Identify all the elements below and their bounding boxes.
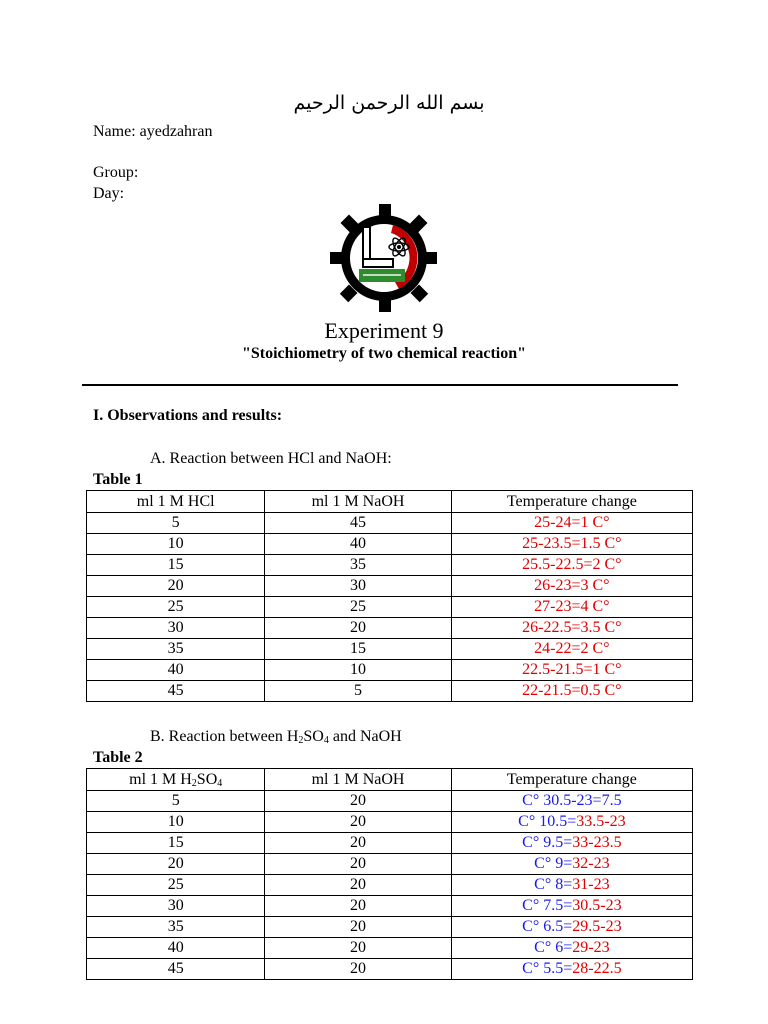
table-cell: 40 <box>87 938 265 959</box>
part-a-heading: A. Reaction between HCl and NaOH: <box>150 450 392 467</box>
table-cell: 5 <box>265 681 451 702</box>
table-row <box>87 660 693 681</box>
table-1-label: Table 1 <box>93 471 143 488</box>
table-cell: 25-24=1 C° <box>451 513 692 534</box>
table-row <box>87 959 693 980</box>
table-2-header-naoh: ml 1 M NaOH <box>265 769 451 791</box>
table-cell: 20 <box>265 791 451 812</box>
table-cell: 10 <box>87 534 265 555</box>
table-cell: 27-23=4 C° <box>451 597 692 618</box>
table-cell: 45 <box>265 513 451 534</box>
table-cell: C° 30.5-23=7.5 <box>451 791 692 812</box>
table-cell: 20 <box>265 896 451 917</box>
table-cell: 22-21.5=0.5 C° <box>451 681 692 702</box>
table-cell: 5 <box>87 513 265 534</box>
table-cell: 20 <box>265 618 451 639</box>
table-row <box>87 555 693 576</box>
table-row <box>87 917 693 938</box>
table-cell: C° 6.5=29.5-23 <box>451 917 692 938</box>
table-cell: 10 <box>87 812 265 833</box>
table-row <box>87 513 693 534</box>
table-cell: 15 <box>87 833 265 854</box>
table-2-header-h2so4: ml 1 M $H_2SO_4$ <box>87 769 265 791</box>
table-cell: C° 7.5=30.5-23 <box>451 896 692 917</box>
table-cell: 35 <box>87 917 265 938</box>
table-row <box>87 938 693 959</box>
table-2-header-row <box>87 769 693 791</box>
table-cell: 25 <box>265 597 451 618</box>
divider-line <box>82 384 678 386</box>
table-cell: 20 <box>265 959 451 980</box>
table-2 <box>86 768 693 980</box>
table-cell: 26-23=3 C° <box>451 576 692 597</box>
table-row <box>87 597 693 618</box>
table-cell: 24-22=2 C° <box>451 639 692 660</box>
experiment-subtitle: "Stoichiometry of two chemical reaction" <box>241 345 527 362</box>
table-row <box>87 618 693 639</box>
table-row <box>87 681 693 702</box>
table-cell: 35 <box>87 639 265 660</box>
table-row <box>87 812 693 833</box>
table-row <box>87 896 693 917</box>
table-row <box>87 875 693 896</box>
table-cell: 22.5-21.5=1 C° <box>451 660 692 681</box>
table-cell: 5 <box>87 791 265 812</box>
experiment-title: Experiment 9 <box>324 318 444 343</box>
table-row <box>87 534 693 555</box>
table-cell: 15 <box>265 639 451 660</box>
table-cell: 20 <box>265 917 451 938</box>
table-cell: 25-23.5=1.5 C° <box>451 534 692 555</box>
table-cell: 25 <box>87 597 265 618</box>
university-logo-icon <box>329 203 439 313</box>
name-line: Name: ayedzahran <box>93 123 213 140</box>
table-cell: C° 9.5=33-23.5 <box>451 833 692 854</box>
part-b-heading: B. Reaction between $H_2SO_4$ and NaOH <box>150 728 402 746</box>
table-row <box>87 576 693 597</box>
table-cell: 20 <box>265 854 451 875</box>
table-cell: 25.5-22.5=2 C° <box>451 555 692 576</box>
table-cell: C° 10.5=33.5-23 <box>451 812 692 833</box>
table-cell: 40 <box>87 660 265 681</box>
table-2-header-temp: Temperature change <box>451 769 692 791</box>
table-cell: C° 6=29-23 <box>451 938 692 959</box>
day-line: Day: <box>93 185 125 202</box>
table-cell: C° 5.5=28-22.5 <box>451 959 692 980</box>
table-cell: 40 <box>265 534 451 555</box>
table-1-header-row <box>87 491 693 513</box>
table-cell: 15 <box>87 555 265 576</box>
table-cell: 26-22.5=3.5 C° <box>451 618 692 639</box>
table-1-header-temp: Temperature change <box>451 491 692 513</box>
basmala-heading: بسم الله الرحمن الرحيم <box>293 92 485 114</box>
table-1-header-hcl: ml 1 M HCl <box>87 491 265 513</box>
table-cell: 20 <box>265 812 451 833</box>
table-cell: 45 <box>87 681 265 702</box>
table-cell: 20 <box>265 833 451 854</box>
table-cell: 20 <box>265 875 451 896</box>
table-cell: 20 <box>87 576 265 597</box>
table-row <box>87 833 693 854</box>
table-cell: 20 <box>265 938 451 959</box>
table-cell: 10 <box>265 660 451 681</box>
table-cell: C° 8=31-23 <box>451 875 692 896</box>
table-cell: 45 <box>87 959 265 980</box>
table-1-header-naoh: ml 1 M NaOH <box>265 491 451 513</box>
table-cell: 30 <box>87 618 265 639</box>
table-cell: 30 <box>87 896 265 917</box>
table-cell: 20 <box>87 854 265 875</box>
group-line: Group: <box>93 164 139 181</box>
table-1 <box>86 490 693 702</box>
table-row <box>87 791 693 812</box>
section-title: I. Observations and results: <box>93 407 283 424</box>
table-cell: 30 <box>265 576 451 597</box>
table-cell: 25 <box>87 875 265 896</box>
table-row <box>87 854 693 875</box>
table-cell: C° 9=32-23 <box>451 854 692 875</box>
table-row <box>87 639 693 660</box>
table-2-label: Table 2 <box>93 749 143 766</box>
table-cell: 35 <box>265 555 451 576</box>
